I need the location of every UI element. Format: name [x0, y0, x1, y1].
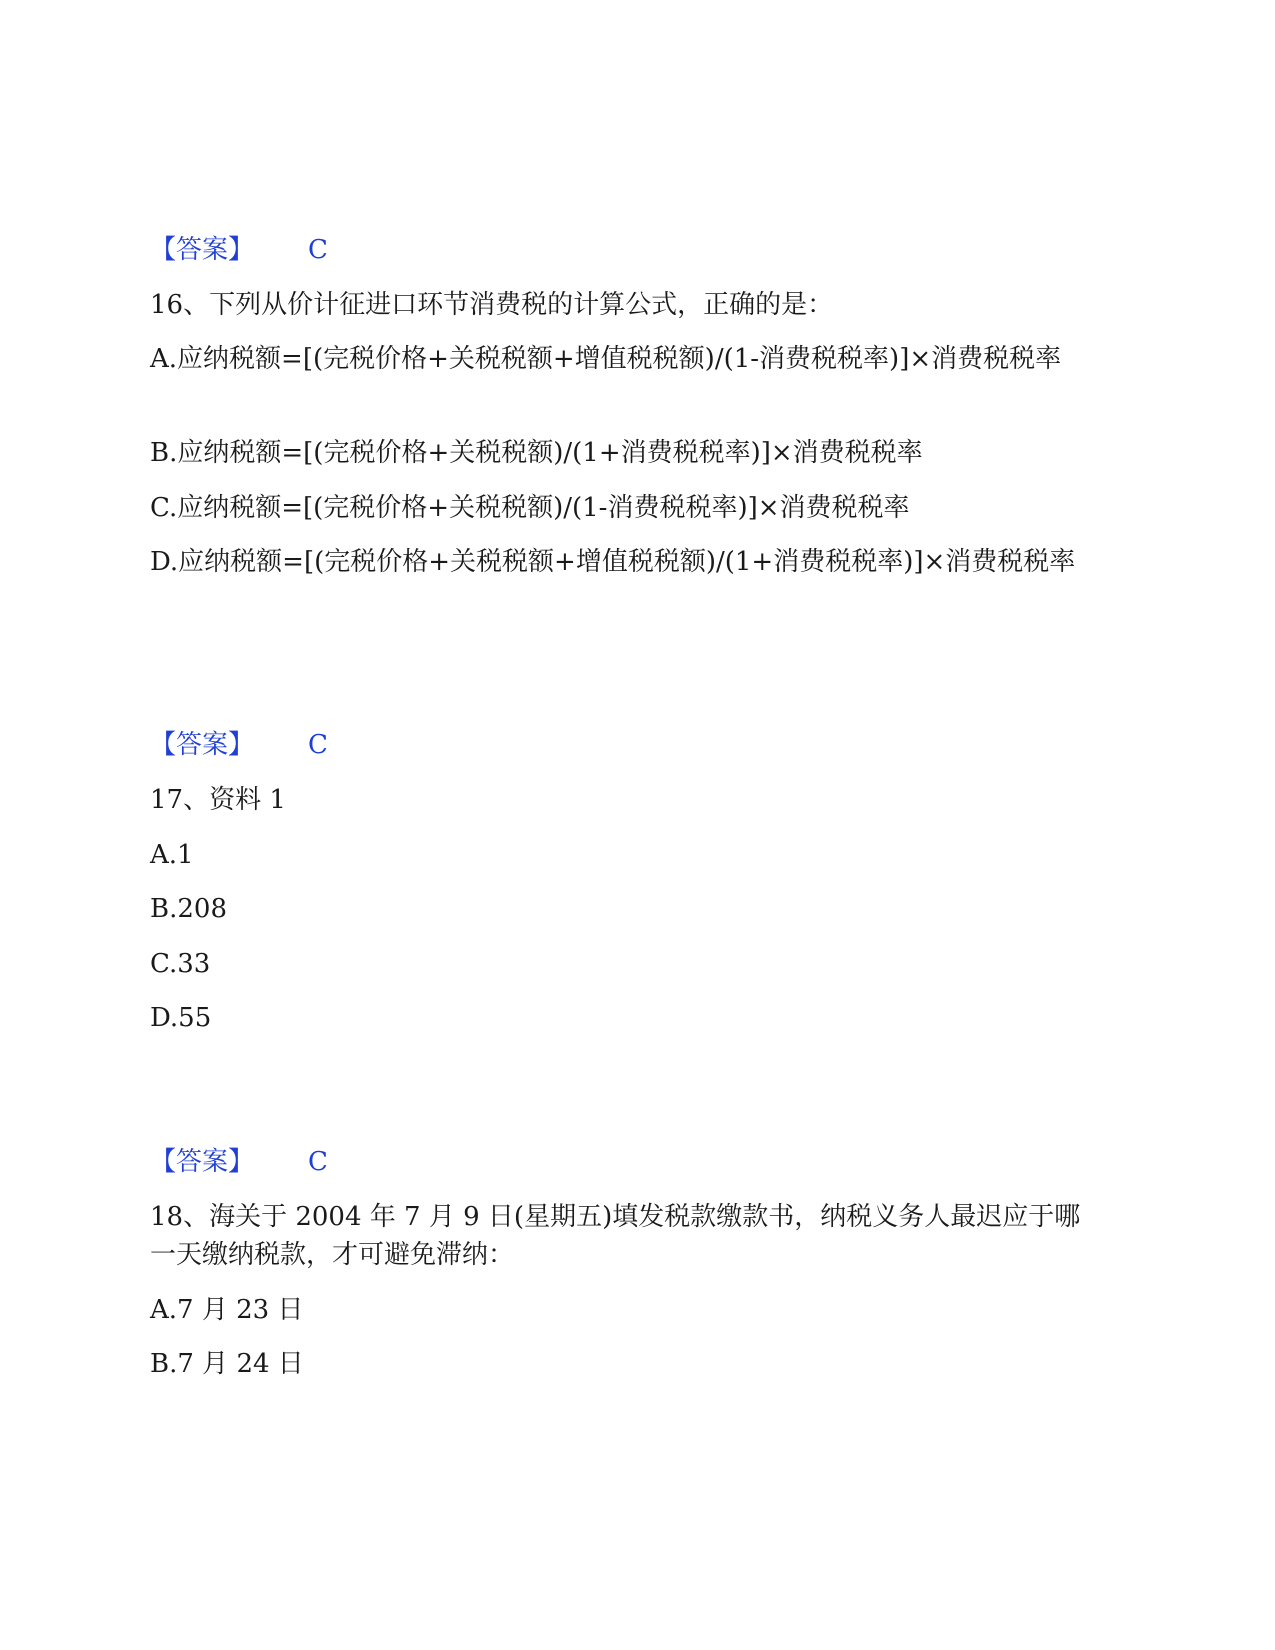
option-b: B.应纳税额=[(完税价格+关税税额)/(1+消费税税率)]×消费税税率 — [150, 438, 923, 468]
answer-label: 【答案】 — [150, 1147, 255, 1177]
answer-line — [150, 1143, 1100, 1181]
option-b: B.7 月 24 日 — [150, 1349, 304, 1379]
option-a: A.1 — [150, 840, 194, 870]
answer-line — [150, 231, 1100, 269]
option-a: A.7 月 23 日 — [150, 1295, 304, 1325]
option-d: D.应纳税额=[(完税价格+关税税额+增值税税额)/(1+消费税税率)]×消费税税率 — [150, 547, 1076, 577]
question-stem: 17、资料 1 — [150, 785, 286, 815]
answer-label: 【答案】 — [150, 235, 255, 265]
question-stem: 18、海关于 2004 年 7 月 9 日(星期五)填发税款缴款书，纳税义务人最迟应于哪一天缴纳税款，才可避免滞纳： — [150, 1202, 1081, 1270]
answer-value: C — [308, 1147, 328, 1177]
answer-value: C — [308, 730, 328, 760]
question-stem: 16、下列从价计征进口环节消费税的计算公式，正确的是： — [150, 290, 834, 320]
option-d: D.55 — [150, 1003, 212, 1033]
option-c: C.33 — [150, 949, 211, 979]
option-b: B.208 — [150, 894, 227, 924]
answer-label: 【答案】 — [150, 730, 255, 760]
answer-line — [150, 726, 1100, 764]
answer-value: C — [308, 235, 328, 265]
option-c: C.应纳税额=[(完税价格+关税税额)/(1-消费税税率)]×消费税税率 — [150, 493, 910, 523]
option-a: A.应纳税额=[(完税价格+关税税额+增值税税额)/(1-消费税税率)]×消费税税率 — [150, 344, 1062, 374]
